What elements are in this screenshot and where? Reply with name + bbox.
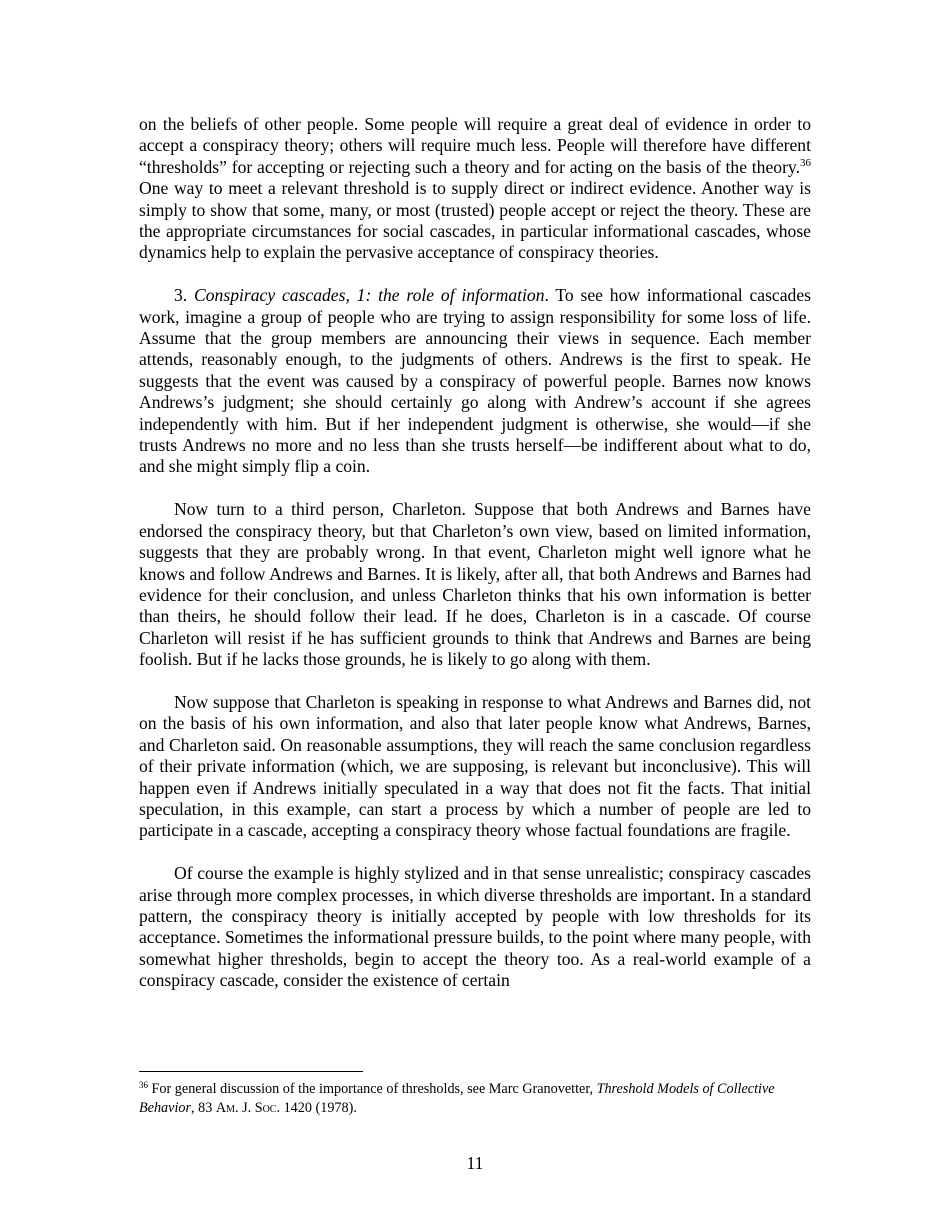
- page-body: [139, 114, 811, 992]
- paragraph-1: [139, 114, 811, 264]
- footnote-cited-title: Threshold Models of Collective Behavior: [139, 1081, 775, 1116]
- paragraph-2: [139, 285, 811, 478]
- page-number: 11: [466, 1153, 484, 1173]
- footnote-text-c: 1420 (1978).: [280, 1099, 357, 1116]
- paragraph-1-text-b: One way to meet a relevant threshold is to supply direct or indirect evidence. Another way is simply to show that some, many, or most (trusted) people accept or reject the theory. These are the appropriate circumstances for social cascades, in particular informational cascades, whose dynamics help to explain the pervasive acceptance of conspiracy theories.: [139, 178, 811, 263]
- paragraph-spacer: [139, 264, 811, 285]
- paragraph-spacer: [139, 478, 811, 499]
- footnote-36: [139, 1080, 811, 1117]
- paragraph-spacer: [139, 842, 811, 863]
- paragraph-1-text-a: on the beliefs of other people. Some people will require a great deal of evidence in order to accept a conspiracy theory; others will require much less. People will therefore have different “thresholds” for accepting or rejecting such a theory and for acting on the basis of the theory.: [139, 114, 811, 177]
- paragraph-3: Now turn to a third person, Charleton. Suppose that both Andrews and Barnes have endorsed the conspiracy theory, but that Charleton’s own view, based on limited information, suggests that they are probably wrong. In that event, Charleton might well ignore what he knows and follow Andrews and Barnes. It is likely, after all, that both Andrews and Barnes had evidence for their conclusion, and unless Charleton thinks that his own information is better than theirs, he should follow their lead. If he does, Charleton is in a cascade. Of course Charleton will resist if he has sufficient grounds to think that Andrews and Barnes are being foolish. But if he lacks those grounds, he is likely to go along with them.: [139, 499, 811, 670]
- footnote-text-a: For general discussion of the importance of thresholds, see Marc Granovetter,: [148, 1081, 597, 1097]
- section-heading: Conspiracy cascades, 1: the role of information: [194, 285, 545, 306]
- paragraph-2-text: . To see how informational cascades work, imagine a group of people who are trying to assign responsibility for some loss of life. Assume that the group members are announcing their views in sequence. Each member attends, reasonably enough, to the judgments of others. Andrews is the first to speak. He suggests that the event was caused by a conspiracy of powerful people. Barnes now knows Andrews’s judgment; she should certainly go along with Andrew’s account if she agrees independently with him. But if her independent judgment is otherwise, she would—if she trusts Andrews no more and no less than she trusts herself—be indifferent about what to do, and she might simply flip a coin.: [139, 285, 812, 477]
- section-number: 3.: [174, 285, 195, 306]
- footnote-reference-36[interactable]: 36: [800, 156, 811, 169]
- footnote-separator: [139, 1071, 363, 1072]
- paragraph-5: Of course the example is highly stylized and in that sense unrealistic; conspiracy cascades arise through more complex processes, in which diverse thresholds are important. In a standard pattern, the conspiracy theory is initially accepted by people with low thresholds for its acceptance. Sometimes the informational pressure builds, to the point where many people, with somewhat higher thresholds, begin to accept the theory too. As a real-world example of a conspiracy cascade, consider the existence of certain: [139, 863, 811, 991]
- footnote-number: 36: [139, 1080, 148, 1090]
- footnote-journal: Am. J. Soc.: [215, 1099, 281, 1116]
- paragraph-4: Now suppose that Charleton is speaking in response to what Andrews and Barnes did, not on the basis of his own information, and also that later people know what Andrews, Barnes, and Charleton said. On reasonable assumptions, they will reach the same conclusion regardless of their private information (which, we are supposing, is relevant but inconclusive). This will happen even if Andrews initially speculated in a way that does not fit the facts. That initial speculation, in this example, can start a process by which a number of people are led to participate in a cascade, accepting a conspiracy theory whose factual foundations are fragile.: [139, 691, 811, 841]
- footnote-text-b: , 83: [191, 1099, 216, 1116]
- paragraph-spacer: [139, 671, 811, 692]
